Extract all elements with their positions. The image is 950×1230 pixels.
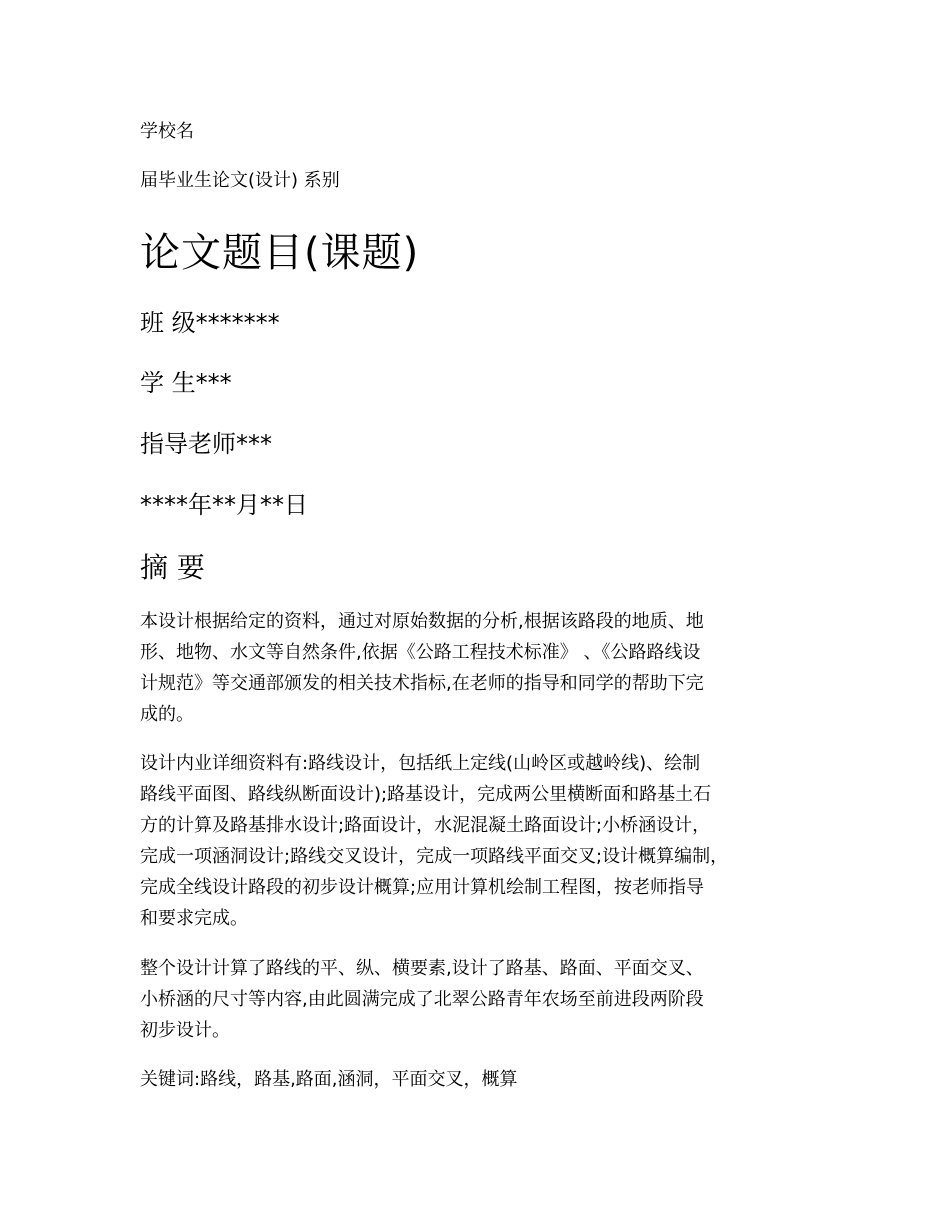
abstract-heading: 摘 要 <box>140 551 205 584</box>
date-field: ****年**月**日 <box>140 491 308 519</box>
paragraph-line: 完成一项涵洞设计;路线交叉设计，完成一项路线平面交叉;设计概算编制， <box>140 846 729 867</box>
paragraph-line: 设计内业详细资料有:路线设计，包括纸上定线(山岭区或越岭线)、绘制 <box>140 753 701 774</box>
keywords-line: 关键词:路线，路基,路面,涵洞，平面交叉，概算 <box>140 1069 518 1090</box>
paragraph-line: 整个设计计算了路线的平、纵、横要素,设计了路基、路面、平面交叉、 <box>140 958 704 979</box>
advisor-field: 指导老师*** <box>140 430 272 458</box>
student-field: 学 生*** <box>140 369 232 397</box>
paragraph-line: 方的计算及路基排水设计;路面设计，水泥混凝土路面设计;小桥涵设计， <box>140 815 711 836</box>
school-name: 学校名 <box>140 121 194 142</box>
thesis-title: 论文题目(课题) <box>140 230 420 276</box>
paragraph-line: 和要求完成。 <box>140 908 248 929</box>
paragraph-line: 成的。 <box>140 704 194 725</box>
thesis-subtitle: 届毕业生论文(设计) 系别 <box>140 170 340 191</box>
paragraph-line: 完成全线设计路段的初步设计概算;应用计算机绘制工程图，按老师指导 <box>140 877 705 898</box>
paragraph-line: 计规范》等交通部颁发的相关技术指标,在老师的指导和同学的帮助下完 <box>140 673 704 694</box>
class-field: 班 级******* <box>140 309 280 337</box>
abstract-paragraph-1 <box>140 606 820 730</box>
paragraph-line: 本设计根据给定的资料，通过对原始数据的分析,根据该路段的地质、地 <box>140 611 704 632</box>
abstract-paragraph-3 <box>140 953 820 1046</box>
paragraph-line: 形、地物、水文等自然条件,依据《公路工程技术标准》 、《公路路线设 <box>140 642 701 663</box>
paragraph-line: 初步设计。 <box>140 1020 230 1041</box>
paragraph-line: 小桥涵的尺寸等内容,由此圆满完成了北翠公路青年农场至前进段两阶段 <box>140 989 704 1010</box>
abstract-paragraph-2 <box>140 748 820 934</box>
paragraph-line: 路线平面图、路线纵断面设计);路基设计，完成两公里横断面和路基土石 <box>140 784 712 805</box>
